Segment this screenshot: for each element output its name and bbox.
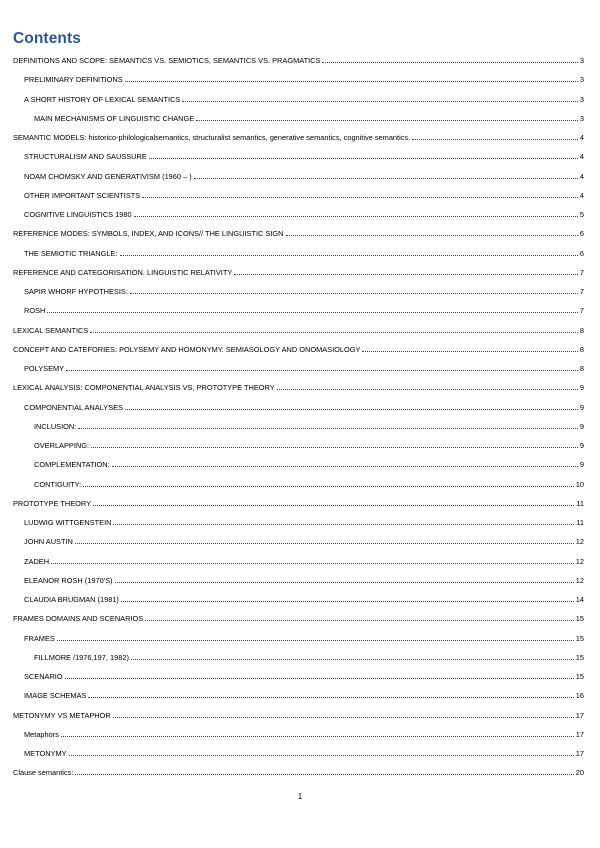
toc-entry[interactable] — [24, 149, 584, 161]
dot-leader — [362, 351, 577, 352]
toc-entry[interactable] — [24, 515, 584, 527]
dot-leader — [78, 428, 578, 429]
toc-entry[interactable] — [24, 727, 584, 739]
toc-entry-page: 11 — [576, 498, 584, 508]
toc-entry-page: 3 — [579, 75, 584, 85]
toc-entry[interactable] — [13, 708, 584, 720]
toc-entry[interactable] — [24, 246, 584, 258]
toc-entry[interactable] — [24, 92, 584, 104]
toc-entry-title: IMAGE SCHEMAS — [24, 691, 87, 701]
toc-entry-page: 4 — [579, 152, 584, 162]
dot-leader — [113, 717, 574, 718]
toc-entry[interactable] — [24, 534, 584, 546]
toc-entry[interactable] — [34, 457, 584, 469]
toc-entry-title: THE SEMIOTIC TRIANGLE: — [24, 248, 118, 258]
toc-entry-page: 6 — [579, 229, 584, 239]
dot-leader — [66, 370, 578, 371]
dot-leader — [57, 640, 574, 641]
toc-entry[interactable] — [24, 669, 584, 681]
toc-entry-title: ELEANOR ROSH (1970'S) — [24, 575, 113, 585]
toc-entry[interactable] — [34, 419, 584, 431]
toc-entry[interactable] — [24, 303, 584, 315]
toc-entry-title: Metaphors — [24, 729, 59, 739]
toc-entry[interactable] — [13, 323, 584, 335]
dot-leader — [277, 389, 578, 390]
toc-entry-page: 3 — [579, 94, 584, 104]
toc-entry[interactable] — [34, 111, 584, 123]
toc-entry-page: 8 — [579, 325, 584, 335]
toc-entry-title: POLYSEMY — [24, 364, 65, 373]
dot-leader — [115, 582, 574, 583]
toc-entry[interactable] — [24, 284, 584, 296]
page-number: 1 — [297, 792, 303, 801]
toc-entry-title: ROSH — [24, 306, 46, 316]
toc-entry-page: 3 — [579, 56, 584, 65]
dot-leader — [130, 293, 578, 294]
toc-entry-page: 5 — [579, 210, 584, 219]
toc-entry-title: LEXICAL SEMANTICS — [13, 325, 89, 335]
toc-entry-page: 16 — [575, 691, 584, 701]
toc-entry[interactable] — [24, 188, 584, 200]
dot-leader — [149, 158, 578, 159]
toc-entry-page: 10 — [575, 479, 584, 489]
toc-entry-page: 9 — [579, 383, 584, 393]
toc-entry-page: 12 — [575, 537, 584, 547]
dot-leader — [194, 178, 578, 179]
toc-entry[interactable] — [13, 265, 584, 277]
toc-entry[interactable] — [34, 650, 584, 662]
toc-entry-title: COMPONENTIAL ANALYSES — [24, 402, 123, 412]
toc-entry-page: 15 — [575, 633, 584, 643]
dot-leader — [125, 409, 578, 410]
toc-entry-page: 6 — [579, 248, 584, 258]
toc-title: Contents — [13, 30, 81, 47]
dot-leader — [120, 255, 578, 256]
dot-leader — [112, 466, 578, 467]
toc-entry[interactable] — [24, 554, 584, 566]
toc-entry-title: CONTIGUITY: — [34, 479, 82, 489]
toc-entry-page: 12 — [575, 575, 584, 585]
toc-entry[interactable] — [13, 342, 584, 354]
dot-leader — [69, 755, 574, 756]
dot-leader — [134, 216, 578, 217]
toc-entry-page: 15 — [575, 672, 584, 681]
dot-leader — [131, 659, 574, 660]
toc-entry-title: LUDWIG WITTGENSTEIN — [24, 518, 112, 527]
dot-leader — [113, 524, 574, 525]
dot-leader — [412, 139, 578, 140]
dot-leader — [145, 620, 574, 621]
dot-leader — [196, 120, 578, 121]
toc-entry-title: SCENARIO — [24, 672, 63, 681]
toc-entry-page: 9 — [579, 421, 584, 431]
toc-entry[interactable] — [24, 688, 584, 700]
toc-entry-title: NOAM CHOMSKY AND GENERATIVISM (1960 – ) — [24, 171, 192, 181]
toc-entry-title: REFERENCE AND CATEGORISATION. LINGUISTIC RELATIVITY — [13, 267, 233, 277]
toc-entry-title: COGNITIVE LINGUISTICS 1980 — [24, 210, 132, 219]
toc-entry[interactable] — [34, 477, 584, 489]
dot-leader — [93, 505, 574, 506]
toc-entry[interactable] — [13, 765, 584, 777]
toc-entry-page: 8 — [579, 344, 584, 354]
dot-leader — [83, 486, 574, 487]
dot-leader — [51, 563, 574, 564]
dot-leader — [286, 235, 578, 236]
toc-entry-title: MAIN MECHANISMS OF LINGUISTIC CHANGE — [34, 113, 195, 123]
toc-entry-title: CLAUDIA BRUGMAN (1981) — [24, 595, 119, 604]
dot-leader — [47, 312, 578, 313]
toc-entry-page: 9 — [579, 441, 584, 450]
dot-leader — [61, 736, 574, 737]
toc-entry-title: STRUCTURALISM AND SAUSSURE — [24, 152, 147, 162]
toc-entry-title: INCLUSION: — [34, 421, 77, 431]
toc-entry-title: FRAMES DOMAINS AND SCENARIOS — [13, 614, 144, 624]
toc-entry-title: SAPIR WHORF HYPOTHESIS: — [24, 287, 128, 296]
dot-leader — [142, 197, 578, 198]
toc-entry-title: DEFINITIONS AND SCOPE: SEMANTICS VS. SEMIOTICS, SEMANTICS VS. PRAGMATICS — [13, 56, 321, 65]
toc-entry-page: 17 — [575, 749, 584, 758]
toc-entry-title: ZADEH — [24, 556, 50, 566]
toc-entry[interactable] — [13, 53, 584, 65]
toc-entry-page: 9 — [579, 460, 584, 470]
toc-entry-title: METONYMY VS METAPHOR — [13, 710, 111, 720]
toc-entry[interactable] — [13, 226, 584, 238]
toc-entry[interactable] — [13, 130, 584, 142]
toc-entry-page: 15 — [575, 652, 584, 662]
dot-leader — [322, 62, 577, 63]
dot-leader — [182, 101, 578, 102]
dot-leader — [88, 697, 573, 698]
dot-leader — [125, 81, 578, 82]
toc-entry-page: 3 — [579, 113, 584, 123]
toc-entry[interactable] — [24, 746, 584, 758]
dot-leader — [75, 774, 573, 775]
toc-entry-page: 4 — [579, 133, 584, 142]
dot-leader — [90, 332, 578, 333]
toc-entry-page: 15 — [575, 614, 584, 624]
toc-entry[interactable] — [24, 207, 584, 219]
toc-entry-title: FILLMORE /1976,197, 1982) — [34, 652, 129, 662]
toc-entry[interactable] — [13, 611, 584, 623]
dot-leader — [65, 678, 574, 679]
toc-entry[interactable] — [24, 361, 584, 373]
toc-entry-title: JOHN AUSTIN — [24, 537, 73, 547]
toc-entry[interactable] — [24, 72, 584, 84]
toc-entry[interactable] — [24, 631, 584, 643]
toc-entry-title: OVERLAPPING: — [34, 441, 90, 450]
toc-entry[interactable] — [24, 400, 584, 412]
toc-entry-page: 9 — [579, 402, 584, 412]
toc-entry-title: FRAMES — [24, 633, 55, 643]
toc-entry-page: 7 — [579, 267, 584, 277]
toc-entry[interactable] — [13, 380, 584, 392]
toc-entry-page: 8 — [579, 364, 584, 373]
toc-entry-page: 7 — [579, 287, 584, 296]
toc-entry-page: 11 — [576, 518, 584, 527]
dot-leader — [91, 447, 578, 448]
toc-entry-page: 17 — [575, 710, 584, 720]
toc-entry-title: REFERENCE MODES: SYMBOLS, INDEX, AND ICONS// THE LINGUISTIC SIGN — [13, 229, 284, 239]
dot-leader — [75, 543, 574, 544]
toc-entry[interactable] — [13, 496, 584, 508]
toc-entry-page: 12 — [575, 556, 584, 566]
toc-entry-title: SEMANTIC MODELS: historico-philologicalsemantics, structuralist semantics, generative semantics, cognitive semantics. — [13, 133, 411, 142]
toc-entry-page: 4 — [579, 171, 584, 181]
toc-entry-title: OTHER IMPORTANT SCIENTISTS — [24, 190, 141, 200]
dot-leader — [121, 601, 574, 602]
toc-entry-title: COMPLEMENTATION: — [34, 460, 110, 470]
toc-entry[interactable] — [34, 438, 584, 450]
dot-leader — [234, 274, 578, 275]
toc-entry[interactable] — [24, 169, 584, 181]
toc-entry[interactable] — [24, 573, 584, 585]
toc-entry-page: 17 — [575, 729, 584, 739]
toc-entry[interactable] — [24, 592, 584, 604]
toc-entry-title: PRELIMINARY DEFINITIONS — [24, 75, 123, 85]
toc-entry-page: 14 — [575, 595, 584, 604]
toc-entry-title: A SHORT HISTORY OF LEXICAL SEMANTICS — [24, 94, 181, 104]
toc-entry-title: CONCEPT AND CATEFORIES: POLYSEMY AND HOMONYMY. SEMIASOLOGY AND ONOMASIOLOGY — [13, 344, 361, 354]
toc-entry-title: PROTOTYPE THEORY — [13, 498, 92, 508]
toc-entry-title: Clause semantics: — [13, 768, 74, 778]
toc-entry-page: 7 — [579, 306, 584, 316]
toc-entry-page: 20 — [575, 768, 584, 778]
toc-entry-title: LEXICAL ANALYSIS: COMPONENTIAL ANALYSIS VS, PROTOTYPE THEORY — [13, 383, 275, 393]
toc-entry-page: 4 — [579, 190, 584, 200]
toc-entry-title: METONYMY — [24, 749, 67, 758]
